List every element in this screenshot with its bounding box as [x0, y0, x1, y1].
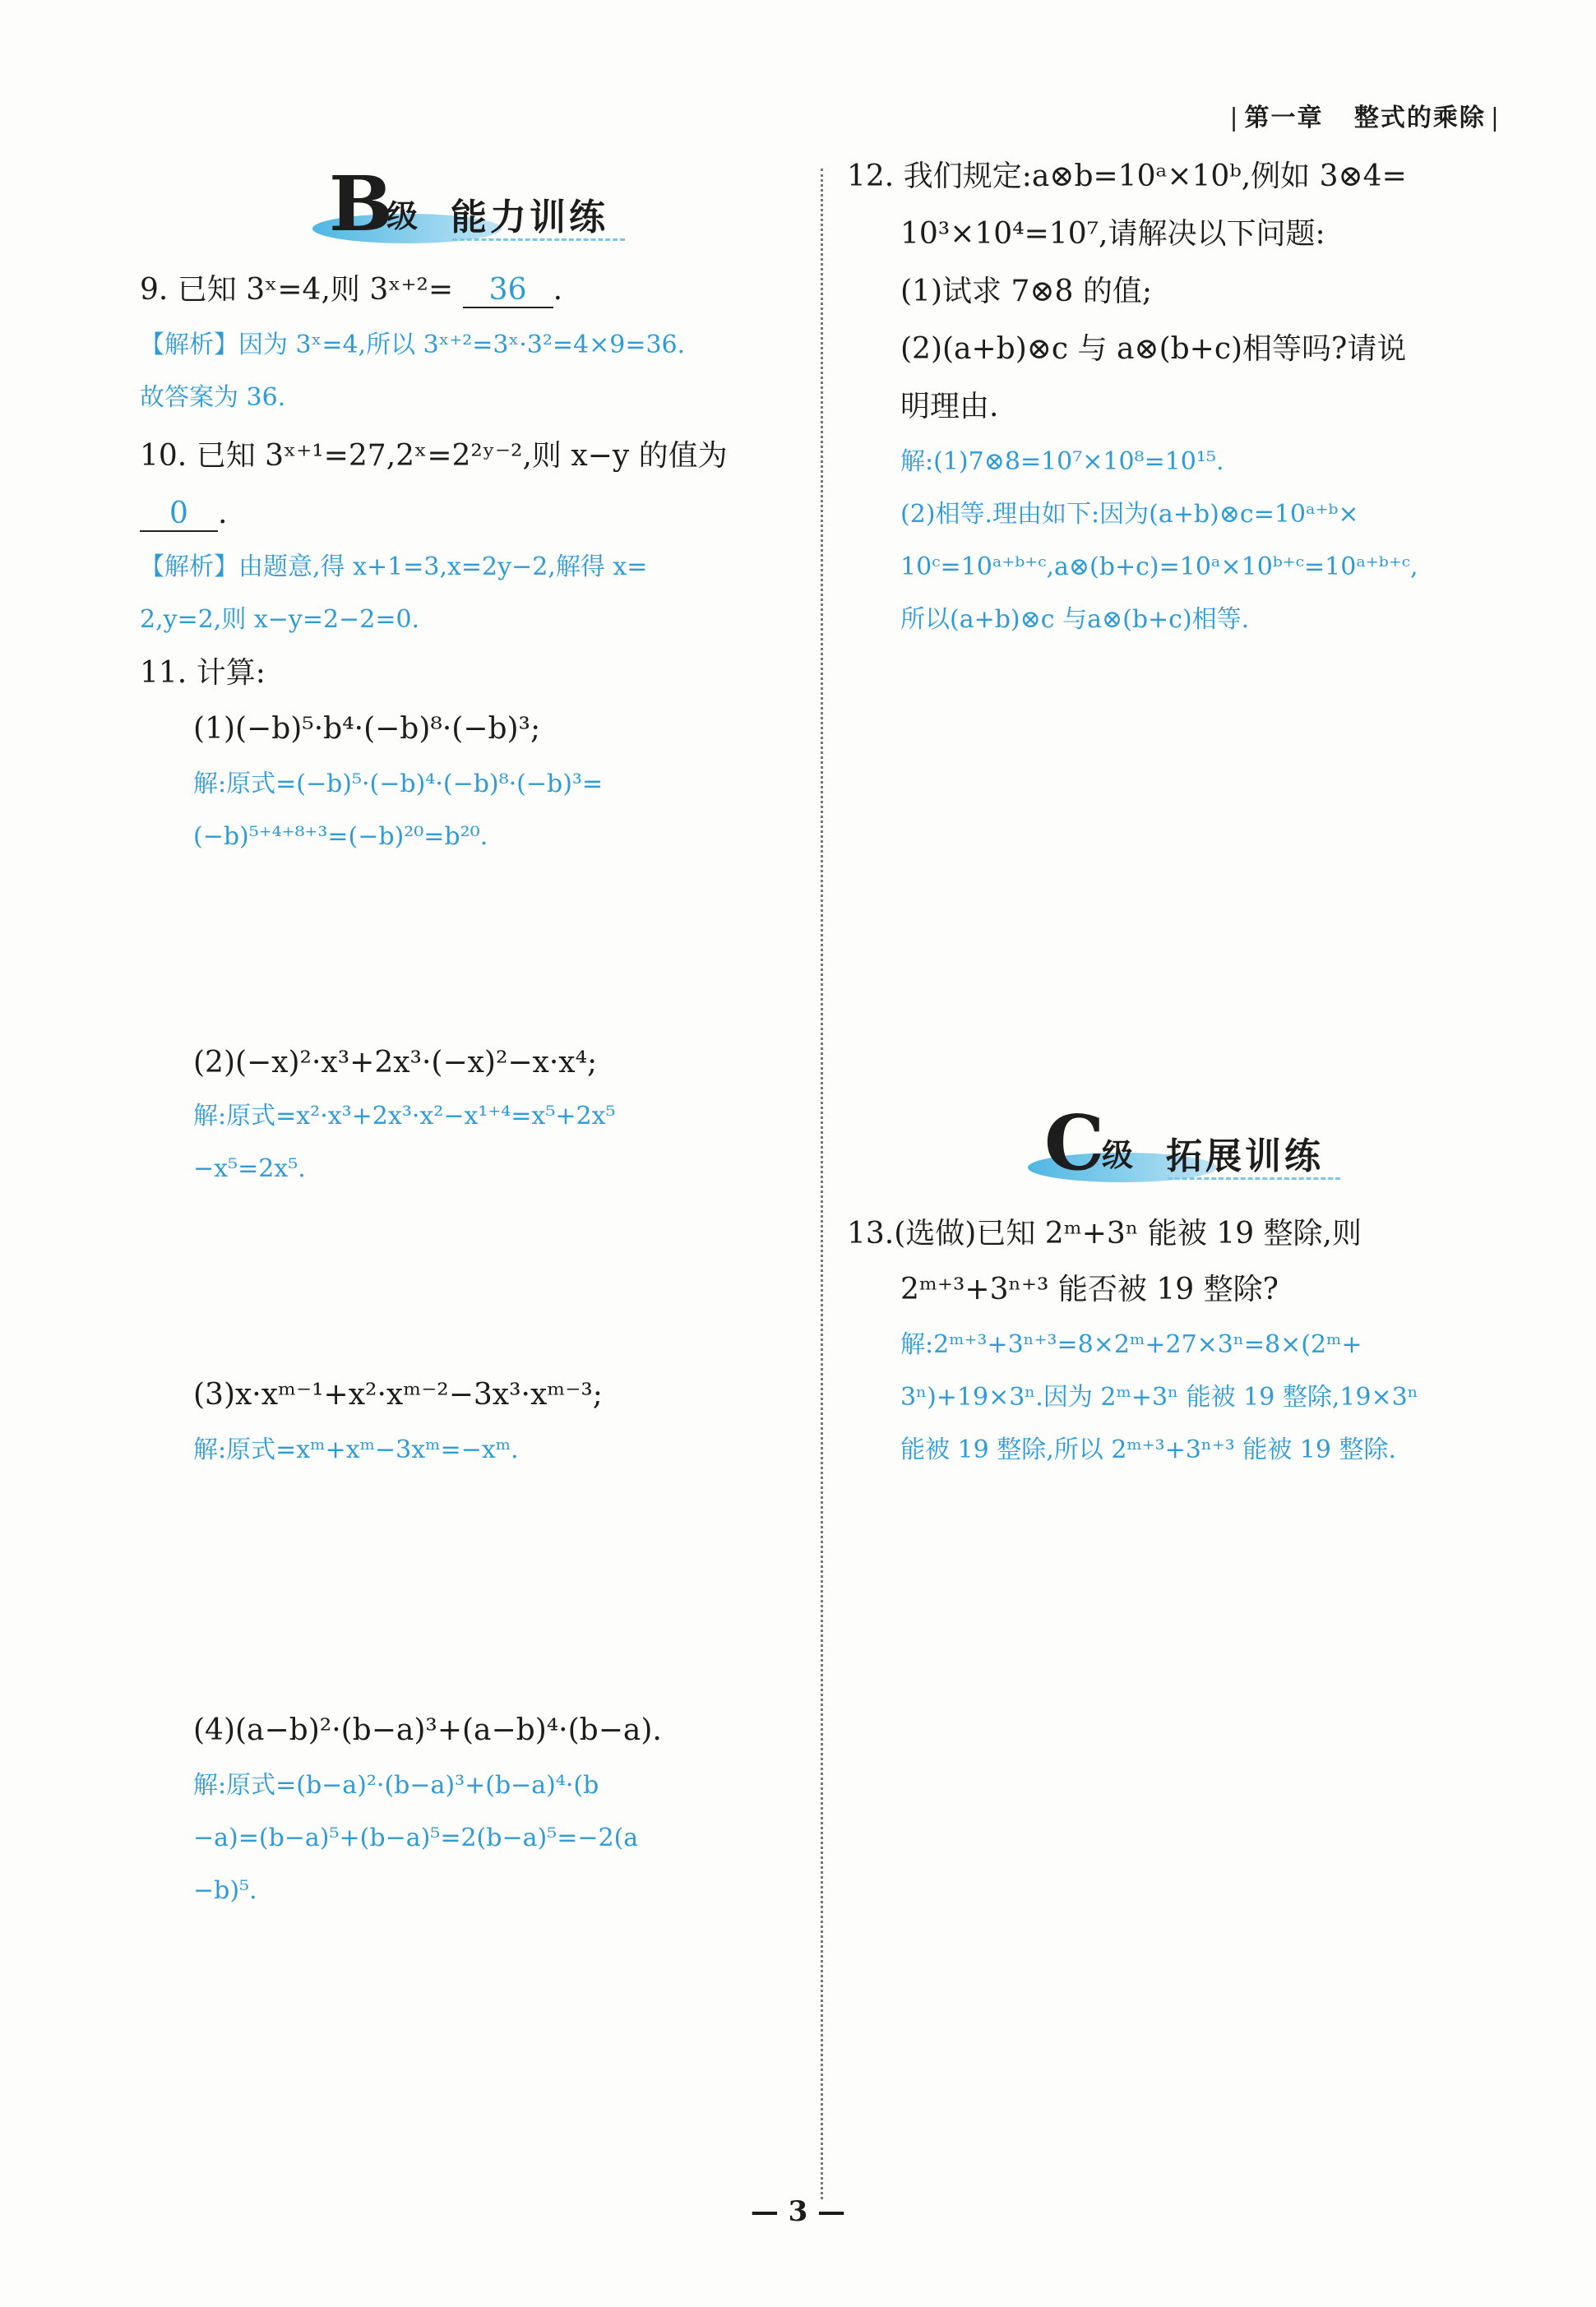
- question-10: 10. 已知 3ˣ⁺¹=27,2ˣ=2²ʸ⁻²,则 x−y 的值为: [140, 439, 728, 473]
- question-end: .: [553, 273, 563, 307]
- q11-part-4-solution-line-2: −a)=(b−a)⁵+(b−a)⁵=2(b−a)⁵=−2(a: [193, 1824, 639, 1852]
- q10-solution-line-1: 【解析】由题意,得 x+1=3,x=2y−2,解得 x=: [140, 552, 648, 581]
- question-text: 9. 已知 3ˣ=4,则 3ˣ⁺²=: [140, 273, 454, 307]
- question-11-title: 11. 计算:: [140, 656, 266, 690]
- q9-solution-line-1: 【解析】因为 3ˣ=4,所以 3ˣ⁺²=3ˣ·3²=4×9=36.: [140, 331, 686, 359]
- q12-solution-line-1: 解:(1)7⊗8=10⁷×10⁸=10¹⁵.: [900, 447, 1224, 476]
- header-title: 整式的乘除: [1353, 104, 1486, 132]
- q11-part-4-solution-line-1: 解:原式=(b−a)²·(b−a)³+(b−a)⁴·(b: [193, 1771, 599, 1800]
- q11-part-1-solution-line-2: (−b)⁵⁺⁴⁺⁸⁺³=(−b)²⁰=b²⁰.: [193, 822, 488, 851]
- q12-solution-line-2: (2)相等.理由如下:因为(a+b)⊗c=10ᵃ⁺ᵇ×: [900, 500, 1359, 529]
- answer-blank: 36: [463, 274, 553, 308]
- q11-part-4: (4)(a−b)²·(b−a)³+(a−b)⁴·(b−a).: [193, 1713, 662, 1747]
- q12-line-1: 12. 我们规定:a⊗b=10ᵃ×10ᵇ,例如 3⊗4=: [847, 160, 1407, 193]
- q13-solution-line-2: 3ⁿ)+19×3ⁿ.因为 2ᵐ+3ⁿ 能被 19 整除,19×3ⁿ: [900, 1383, 1418, 1412]
- banner-title: 能力训练: [451, 196, 608, 238]
- q12-solution-line-4: 所以(a+b)⊗c 与a⊗(b+c)相等.: [900, 605, 1250, 634]
- q11-part-4-solution-line-3: −b)⁵.: [193, 1876, 257, 1905]
- q13-solution-line-3: 能被 19 整除,所以 2ᵐ⁺³+3ⁿ⁺³ 能被 19 整除.: [900, 1436, 1397, 1464]
- question-end: .: [218, 497, 228, 530]
- q11-part-3-solution-line-1: 解:原式=xᵐ+xᵐ−3xᵐ=−xᵐ.: [193, 1436, 519, 1464]
- question-9: [140, 261, 798, 319]
- banner-title: 拓展训练: [1166, 1135, 1324, 1177]
- answer-blank: 0: [140, 497, 218, 532]
- banner-underline: [1168, 1177, 1340, 1180]
- section-banner-c: [1044, 1098, 1423, 1192]
- q11-part-3: (3)x·xᵐ⁻¹+x²·xᵐ⁻²−3x³·xᵐ⁻³;: [193, 1378, 603, 1412]
- q13-line-1: 13.(选做)已知 2ᵐ+3ⁿ 能被 19 整除,则: [847, 1217, 1362, 1251]
- banner-underline: [452, 238, 625, 241]
- page-header: [1224, 97, 1506, 133]
- q11-part-2-solution-line-1: 解:原式=x²·x³+2x³·x²−x¹⁺⁴=x⁵+2x⁵: [193, 1102, 616, 1130]
- banner-grade: 级: [386, 197, 419, 234]
- q12-line-3: (1)试求 7⊗8 的值;: [900, 275, 1152, 308]
- section-banner-b: [329, 160, 707, 253]
- q12-solution-line-3: 10ᶜ=10ᵃ⁺ᵇ⁺ᶜ,a⊗(b+c)=10ᵃ×10ᵇ⁺ᶜ=10ᵃ⁺ᵇ⁺ᶜ,: [900, 552, 1418, 581]
- q11-part-2-solution-line-2: −x⁵=2x⁵.: [193, 1154, 306, 1183]
- banner-letter: C: [1044, 1098, 1105, 1187]
- q10-solution-line-2: 2,y=2,则 x−y=2−2=0.: [140, 605, 420, 634]
- q12-line-5: 明理由.: [900, 390, 999, 423]
- q12-line-2: 10³×10⁴=10⁷,请解决以下问题:: [900, 217, 1325, 251]
- q13-solution-line-1: 解:2ᵐ⁺³+3ⁿ⁺³=8×2ᵐ+27×3ⁿ=8×(2ᵐ+: [900, 1330, 1362, 1359]
- q12-line-4: (2)(a+b)⊗c 与 a⊗(b+c)相等吗?请说: [900, 332, 1407, 366]
- page-number: — 3 —: [750, 2195, 846, 2228]
- header-divider-left: |: [1229, 104, 1240, 132]
- q9-solution-line-2: 故答案为 36.: [140, 383, 286, 412]
- q11-part-1: (1)(−b)⁵·b⁴·(−b)⁸·(−b)³;: [193, 712, 541, 746]
- banner-grade: 级: [1102, 1136, 1134, 1173]
- q13-line-2: 2ᵐ⁺³+3ⁿ⁺³ 能否被 19 整除?: [900, 1273, 1279, 1306]
- q11-part-2: (2)(−x)²·x³+2x³·(−x)²−x·x⁴;: [193, 1046, 598, 1080]
- q11-part-1-solution-line-1: 解:原式=(−b)⁵·(−b)⁴·(−b)⁸·(−b)³=: [193, 770, 604, 798]
- header-chapter: 第一章: [1244, 104, 1324, 132]
- banner-letter: B: [329, 160, 393, 248]
- header-divider-right: |: [1490, 104, 1501, 132]
- question-10-answer-line: [140, 485, 798, 543]
